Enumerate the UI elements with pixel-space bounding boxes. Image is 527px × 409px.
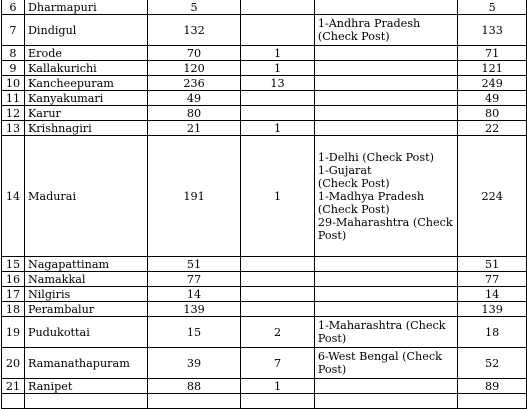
serial-number-cell: 10 xyxy=(2,76,25,91)
table-row xyxy=(2,272,527,287)
total-cell: 18 xyxy=(458,317,527,348)
imported-count-cell xyxy=(241,15,315,46)
note-line: 1-Madhya Pradesh xyxy=(317,189,425,203)
other-state-notes-cell xyxy=(314,15,457,46)
count-cell: 14 xyxy=(147,287,240,302)
table-row xyxy=(2,348,527,379)
note-line: 1-Maharashtra (Check xyxy=(317,319,446,332)
other-state-notes-cell xyxy=(314,121,457,136)
count-cell: 39 xyxy=(147,348,240,379)
table-row xyxy=(2,302,527,317)
count-cell: 88 xyxy=(147,379,240,394)
serial-number-cell: 7 xyxy=(2,15,25,46)
imported-count-cell xyxy=(241,91,315,106)
total-cell: 49 xyxy=(458,91,527,106)
note-line: 29-Maharashtra (Check xyxy=(317,215,453,229)
serial-number-cell xyxy=(2,394,25,409)
count-cell: 139 xyxy=(147,302,240,317)
count-cell: 120 xyxy=(147,61,240,76)
note-line: Post) xyxy=(317,228,347,242)
table-row xyxy=(2,287,527,302)
table-row xyxy=(2,46,527,61)
district-name-cell: Kancheepuram xyxy=(24,76,147,91)
total-cell: 51 xyxy=(458,257,527,272)
count-cell: 15 xyxy=(147,317,240,348)
serial-number-cell: 14 xyxy=(2,136,25,257)
serial-number-cell: 21 xyxy=(2,379,25,394)
district-name-cell: Nagapattinam xyxy=(24,257,147,272)
other-state-notes-cell xyxy=(314,394,457,409)
count-cell: 191 xyxy=(147,136,240,257)
note-line: 1-Delhi (Check Post) xyxy=(317,150,434,164)
district-name-cell: Dindigul xyxy=(24,15,147,46)
imported-count-cell: 2 xyxy=(241,317,315,348)
other-state-notes-cell xyxy=(314,302,457,317)
table-row xyxy=(2,91,527,106)
table-row xyxy=(2,317,527,348)
total-cell: 121 xyxy=(458,61,527,76)
district-name-cell: Kallakurichi xyxy=(24,61,147,76)
imported-count-cell xyxy=(241,287,315,302)
serial-number-cell: 12 xyxy=(2,106,25,121)
table-row xyxy=(2,257,527,272)
district-name-cell: Perambalur xyxy=(24,302,147,317)
other-state-notes-cell xyxy=(314,317,457,348)
imported-count-cell: 1 xyxy=(241,61,315,76)
total-cell: 139 xyxy=(458,302,527,317)
imported-count-cell: 13 xyxy=(241,76,315,91)
imported-count-cell xyxy=(241,106,315,121)
total-cell xyxy=(458,394,527,409)
count-cell: 77 xyxy=(147,272,240,287)
note-line: 1-Gujarat xyxy=(317,163,372,177)
other-state-notes-cell xyxy=(314,46,457,61)
other-state-notes-cell xyxy=(314,136,457,257)
note-line: (Check Post) xyxy=(317,176,390,190)
other-state-notes-cell xyxy=(314,106,457,121)
note-line: (Check Post) xyxy=(317,30,390,43)
other-state-notes-cell xyxy=(314,0,457,15)
imported-count-cell: 1 xyxy=(241,46,315,61)
serial-number-cell: 9 xyxy=(2,61,25,76)
total-cell: 77 xyxy=(458,272,527,287)
count-cell: 132 xyxy=(147,15,240,46)
table-row xyxy=(2,76,527,91)
serial-number-cell: 15 xyxy=(2,257,25,272)
district-name-cell: Madurai xyxy=(24,136,147,257)
count-cell: 51 xyxy=(147,257,240,272)
district-name-cell: Ramanathapuram xyxy=(24,348,147,379)
total-cell: 71 xyxy=(458,46,527,61)
total-cell: 89 xyxy=(458,379,527,394)
imported-count-cell xyxy=(241,0,315,15)
other-state-notes-cell xyxy=(314,61,457,76)
note-line: Post) xyxy=(317,332,347,345)
table-row xyxy=(2,0,527,15)
note-line: 6-West Bengal (Check xyxy=(317,350,442,363)
district-name-cell: Pudukottai xyxy=(24,317,147,348)
count-cell: 5 xyxy=(147,0,240,15)
imported-count-cell: 1 xyxy=(241,136,315,257)
table-row xyxy=(2,379,527,394)
imported-count-cell: 1 xyxy=(241,379,315,394)
other-state-notes-cell xyxy=(314,348,457,379)
table-row xyxy=(2,15,527,46)
serial-number-cell: 8 xyxy=(2,46,25,61)
imported-count-cell xyxy=(241,257,315,272)
imported-count-cell xyxy=(241,302,315,317)
serial-number-cell: 20 xyxy=(2,348,25,379)
total-cell: 224 xyxy=(458,136,527,257)
serial-number-cell: 13 xyxy=(2,121,25,136)
imported-count-cell xyxy=(241,272,315,287)
total-cell: 5 xyxy=(458,0,527,15)
other-state-notes-cell xyxy=(314,272,457,287)
serial-number-cell: 16 xyxy=(2,272,25,287)
other-state-notes-cell xyxy=(314,76,457,91)
total-cell: 249 xyxy=(458,76,527,91)
table-row xyxy=(2,61,527,76)
serial-number-cell: 6 xyxy=(2,0,25,15)
total-cell: 133 xyxy=(458,15,527,46)
district-name-cell xyxy=(24,394,147,409)
table-body xyxy=(2,0,527,409)
note-line: Post) xyxy=(317,363,347,376)
imported-count-cell xyxy=(241,394,315,409)
imported-count-cell: 1 xyxy=(241,121,315,136)
total-cell: 80 xyxy=(458,106,527,121)
count-cell: 70 xyxy=(147,46,240,61)
count-cell: 80 xyxy=(147,106,240,121)
table-row xyxy=(2,121,527,136)
district-name-cell: Ranipet xyxy=(24,379,147,394)
count-cell: 21 xyxy=(147,121,240,136)
district-name-cell: Kanyakumari xyxy=(24,91,147,106)
total-cell: 52 xyxy=(458,348,527,379)
serial-number-cell: 19 xyxy=(2,317,25,348)
district-name-cell: Karur xyxy=(24,106,147,121)
other-state-notes-cell xyxy=(314,287,457,302)
note-line: (Check Post) xyxy=(317,202,390,216)
table-row xyxy=(2,106,527,121)
serial-number-cell: 11 xyxy=(2,91,25,106)
table-row xyxy=(2,394,527,409)
district-cases-table xyxy=(1,0,527,409)
serial-number-cell: 17 xyxy=(2,287,25,302)
district-name-cell: Krishnagiri xyxy=(24,121,147,136)
serial-number-cell: 18 xyxy=(2,302,25,317)
district-name-cell: Dharmapuri xyxy=(24,0,147,15)
count-cell: 49 xyxy=(147,91,240,106)
imported-count-cell: 7 xyxy=(241,348,315,379)
count-cell: 236 xyxy=(147,76,240,91)
district-name-cell: Namakkal xyxy=(24,272,147,287)
count-cell xyxy=(147,394,240,409)
total-cell: 14 xyxy=(458,287,527,302)
total-cell: 22 xyxy=(458,121,527,136)
other-state-notes-cell xyxy=(314,257,457,272)
note-line: 1-Andhra Pradesh xyxy=(317,17,421,30)
table-row xyxy=(2,136,527,257)
district-name-cell: Erode xyxy=(24,46,147,61)
other-state-notes-cell xyxy=(314,91,457,106)
district-name-cell: Nilgiris xyxy=(24,287,147,302)
other-state-notes-cell xyxy=(314,379,457,394)
